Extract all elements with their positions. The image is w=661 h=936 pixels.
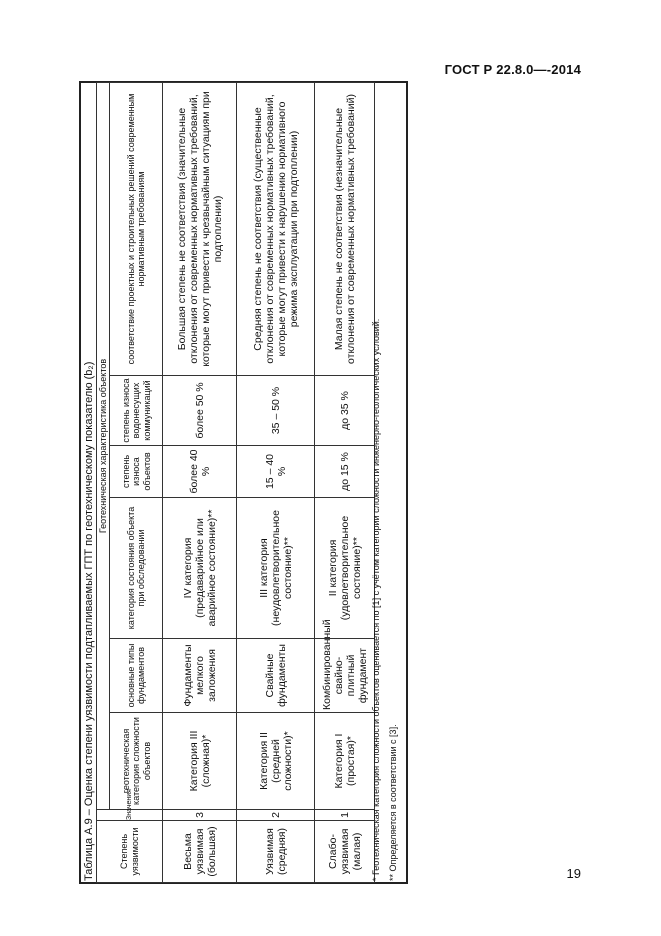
cell-category: Категория I (простая)* — [315, 713, 375, 810]
col-header-compliance: соответствие проектных и строительных решений современным нормативным требованиям — [110, 82, 163, 375]
cell-state: III категория (неудовлетворительное состояние)** — [237, 498, 315, 639]
cell-foundation: Свайные фундаменты — [237, 639, 315, 713]
header-row-group — [97, 82, 110, 882]
cell-compliance: Средняя степень не соответствия (существенные отклонения от современных нормативных требований, которые могут привести к нарушению нормативного режима эксплуатации при подтоплении) — [237, 82, 315, 375]
vulnerability-table — [96, 82, 375, 883]
table-row — [237, 82, 315, 882]
table-row — [163, 82, 237, 882]
cell-value: 1 — [315, 810, 375, 821]
rotated-table-block — [80, 81, 408, 883]
col-header-wear-objects: степень износа объектов — [110, 446, 163, 498]
page-number: 19 — [566, 866, 581, 881]
col-header-foundation: основные типы фундаментов — [110, 639, 163, 713]
cell-state: IV категория (предаварийное или аварийное состояние)** — [163, 498, 237, 639]
cell-foundation: Комбинированный свайно-плитный фундамент — [315, 639, 375, 713]
cell-degree: Слабо-уязвимая (малая) — [315, 821, 375, 883]
cell-wear-communications: более 50 % — [163, 376, 237, 446]
cell-wear-objects: 15 – 40 % — [237, 446, 315, 498]
cell-category: Категория III (сложная)* — [163, 713, 237, 810]
cell-wear-objects: более 40 % — [163, 446, 237, 498]
cell-wear-objects: до 15 % — [315, 446, 375, 498]
cell-state: II категория (удовлетворительное состояние)** — [315, 498, 375, 639]
cell-value: 2 — [237, 810, 315, 821]
header-row-columns — [110, 82, 163, 882]
table-caption: Таблица А.9 – Оценка степени уязвимости подтапливаемых ГПТ по геотехническому показателю (b₂) — [83, 361, 95, 881]
cell-foundation: Фундаменты мелкого заложения — [163, 639, 237, 713]
col-header-degree: Степень уязвимости — [97, 821, 163, 883]
cell-wear-communications: до 35 % — [315, 376, 375, 446]
footnote-1: * Геотехническая категория сложности объектов оценивается по [1] с учётом категории сложности инженерно-геологических условий. — [371, 318, 381, 881]
col-header-state: категория состояния объекта при обследовании — [110, 498, 163, 639]
col-header-category: геотехническая категория сложности объектов — [110, 713, 163, 810]
col-header-value: Значения — [97, 810, 163, 821]
col-header-wear-communications: степень износа водонесущих коммуникаций — [110, 376, 163, 446]
cell-wear-communications: 35 – 50 % — [237, 376, 315, 446]
document-header: ГОСТ Р 22.8.0—-2014 — [444, 62, 581, 77]
table-row — [315, 82, 375, 882]
cell-compliance: Малая степень не соответствия (незначительные отклонения от современных нормативных требований) — [315, 82, 375, 375]
footnote-2: ** Определяется в соответствии с [3]. — [388, 724, 398, 881]
cell-value: 3 — [163, 810, 237, 821]
cell-compliance: Большая степень не соответствия (значительные отклонения от современных нормативных требований, которые могут привести к чрезвычайным ситуациям при подтоплении) — [163, 82, 237, 375]
cell-category: Категория II (средней сложности)* — [237, 713, 315, 810]
cell-degree: Весьма уязвимая (большая) — [163, 821, 237, 883]
cell-degree: Уязвимая (средняя) — [237, 821, 315, 883]
col-header-geo-group: Геотехническая характеристика объектов — [97, 82, 110, 809]
